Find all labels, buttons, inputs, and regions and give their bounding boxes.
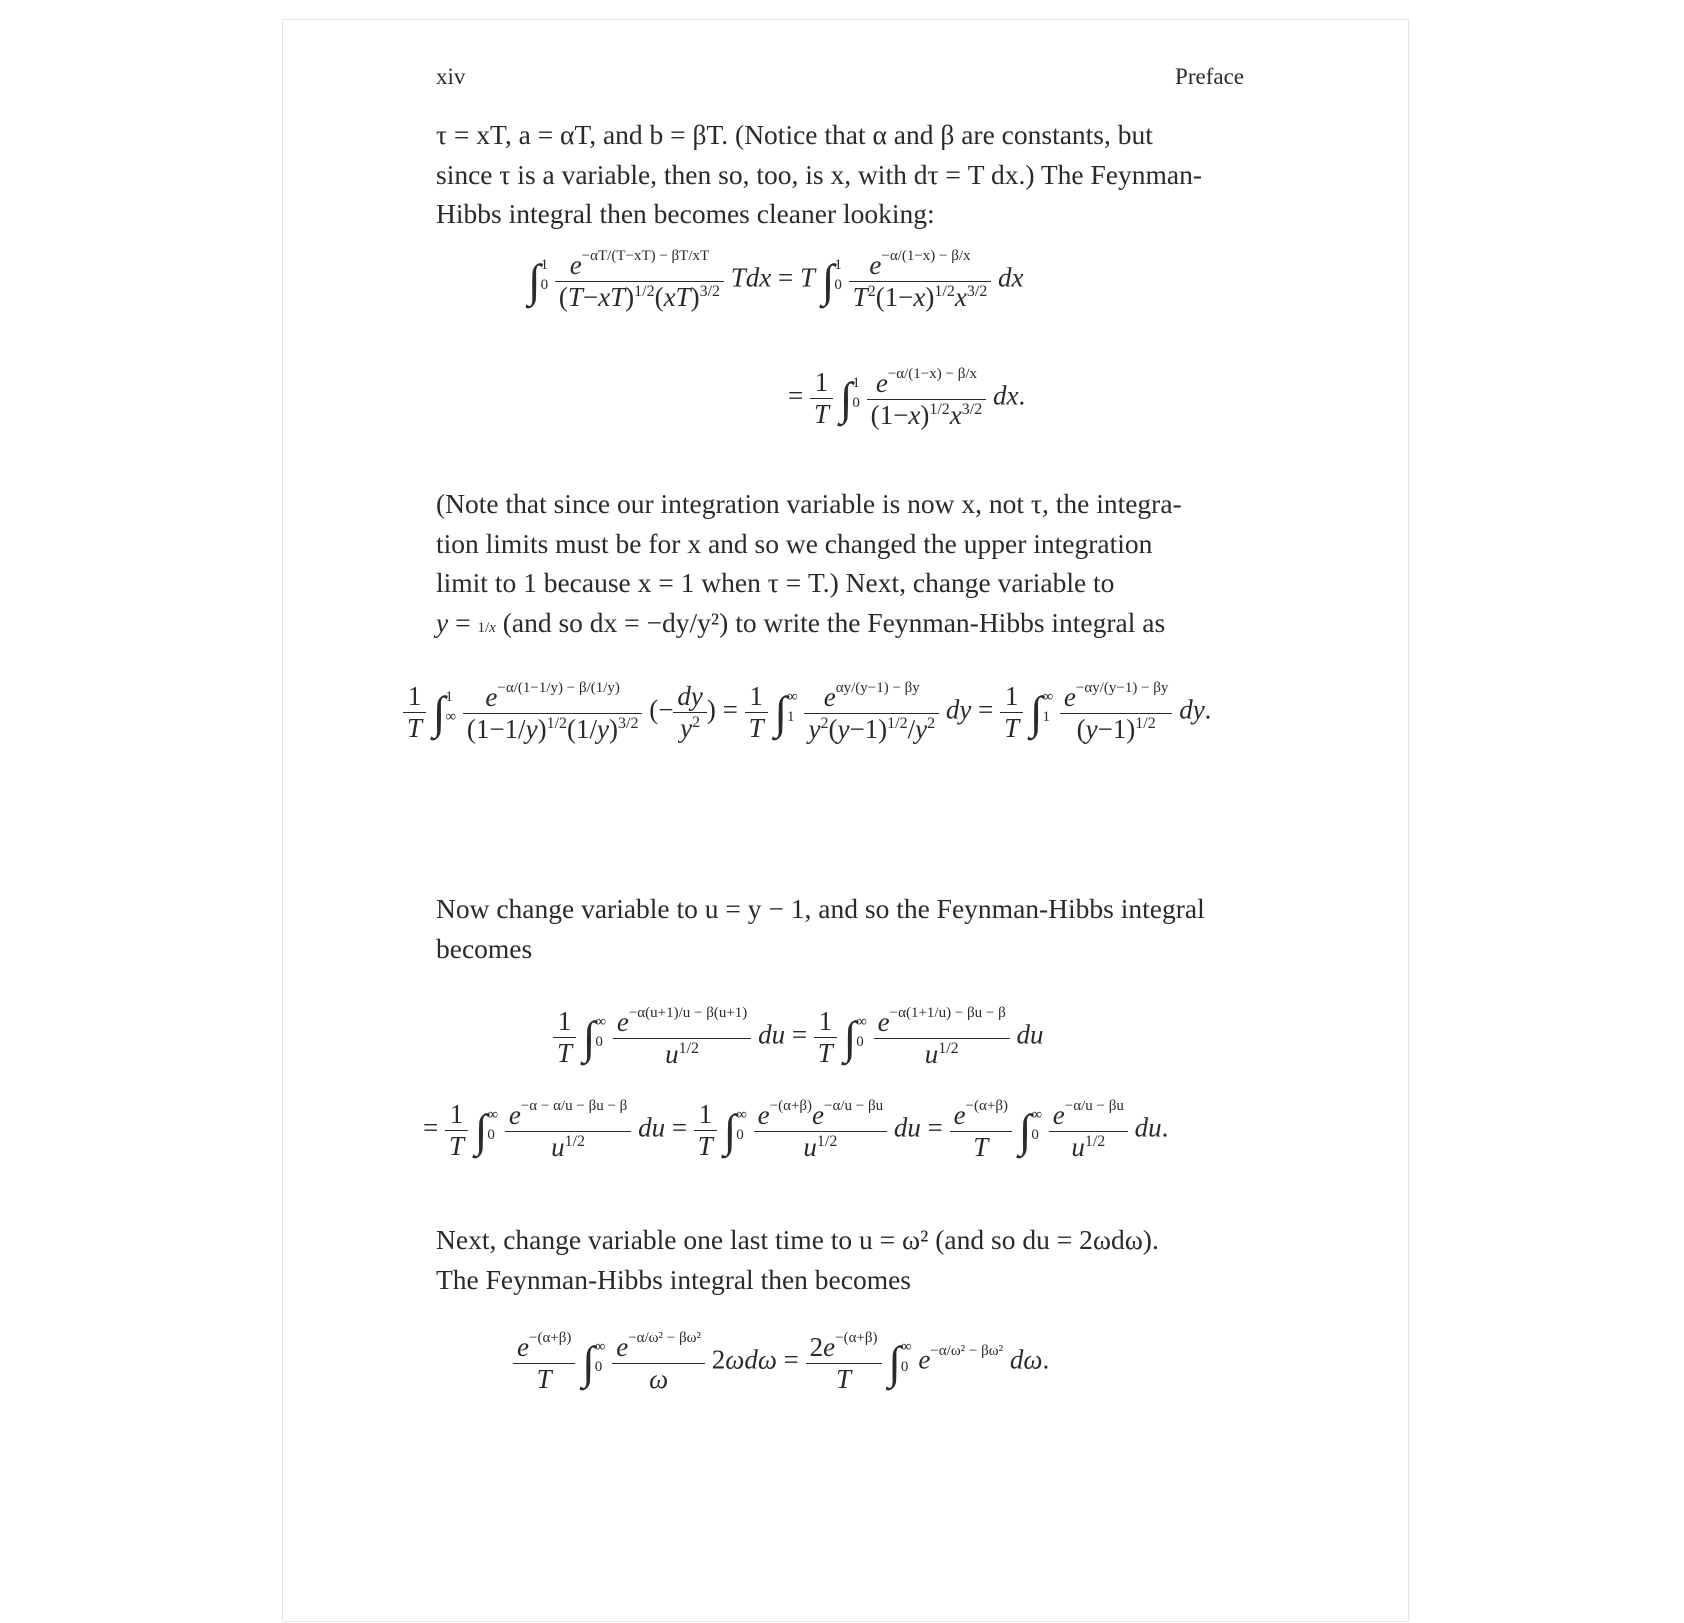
equation-2: $\frac{1}{T}$ ∫1 ∞ $\frac{e-\alpha/(1-1/y) - \beta/(1/y)}{(1-1/y)^{1/2}(1/y)^{3/2}}$ (− $\frac{dy}{y^2}$ ) = $\frac{1}{T}$ ∫∞ 1 $\frac{\text{eαy/(y−1) − βy}}{y^2(y-1)^{1/2}/y^2}$ dy = $\frac{1}{T}$ ∫∞ 1 $\frac{e-\alpha y/(y-1) - \beta y}{(y-1)^{1/2}}$ dy. xyxy=(403,680,1211,745)
paragraph-4-line-1: Next, change variable one last time to u = ω² (and so du = 2ωdω). xyxy=(436,1224,1159,1255)
equation-3b: = $\frac{1}{T}$ ∫∞ 0 $\frac{e-\alpha - \alpha/u - \beta u - \beta}{u^{1/2}}$ du = $\frac{1}{T}$ ∫∞ 0 $\frac{e-(\alpha+\beta)e-\alpha/u - \beta u}{u^{1/2}}$ du = $\frac{e-(\alpha+\beta)}{T}$ ∫∞ 0 $\frac{e-\alpha/u - \beta u}{u^{1/2}}$ du. xyxy=(423,1098,1169,1162)
paragraph-2-line-1: (Note that since our integration variable is now x, not τ, the integra- xyxy=(436,488,1182,519)
paragraph-4 xyxy=(436,1220,1247,1299)
paragraph-1-line-1: τ = xT, a = αT, and b = βT. (Notice that α and β are constants, but xyxy=(436,119,1153,150)
paragraph-1-line-2: since τ is a variable, then so, too, is x, with dτ = T dx.) The Feynman- xyxy=(436,158,1202,190)
paragraph-1 xyxy=(436,115,1247,234)
paragraph-1-line-3: Hibbs integral then becomes cleaner looking: xyxy=(436,198,935,229)
paragraph-2-line-2: tion limits must be for x and so we changed the upper integration xyxy=(436,527,1153,559)
paragraph-3-line-1: Now change variable to u = y − 1, and so the Feynman-Hibbs integral xyxy=(436,893,1205,924)
paragraph-2-line-4: y = 1/x (and so dx = −dy/y²) to write the Feynman-Hibbs integral as xyxy=(436,606,1166,638)
running-header: Preface xyxy=(1175,64,1244,89)
page-number: xiv xyxy=(436,64,466,89)
paragraph-2 xyxy=(436,484,1247,648)
equation-1b: = $\frac{1}{T}$ ∫1 0 $\frac{e-\alpha/(1-x) - \beta/x}{(1-x)^{1/2}x^{3/2}}$ dx. xyxy=(788,366,1026,430)
paragraph-2-line-3: limit to 1 because x = 1 when τ = T.) Next, change variable to xyxy=(436,567,1115,598)
paragraph-2-line-4-text: (and so dx = −dy/y²) to write the Feynman-Hibbs integral as xyxy=(502,606,1166,638)
paragraph-4-line-2: The Feynman-Hibbs integral then becomes xyxy=(436,1263,912,1295)
equation-1: ∫1 0 $\frac{e-\alpha T/(T-xT) - \beta T/xT}{(T-xT)^{1/2}(xT)^{3/2}}$ Tdx = T ∫1 0 $\frac{e-\alpha/(1-x) - \beta/x}{T^2(1-x)^{1/2}x^{3/2}}$ dx xyxy=(528,248,1024,312)
book-page xyxy=(282,19,1409,1622)
paragraph-3 xyxy=(436,889,1247,968)
equation-4: $\frac{e-(\alpha+\beta)}{T}$ ∫∞ 0 $\frac{\text{e−α/ω² − βω²}}{\omega}$ 2ωdω = $\frac{2e-(\alpha+\beta)}{T}$ ∫∞ 0 e−α/ω² − βω² dω. xyxy=(513,1330,1049,1395)
paragraph-3-line-2: becomes xyxy=(436,932,533,964)
equation-3a: $\frac{1}{T}$ ∫∞ 0 $\frac{e-\alpha(u+1)/u - \beta(u+1)}{u^{1/2}}$ du = $\frac{1}{T}$ ∫∞ 0 $\frac{e-\alpha(1+1/u) - \beta u - \beta}{u^{1/2}}$ du xyxy=(553,1005,1044,1070)
